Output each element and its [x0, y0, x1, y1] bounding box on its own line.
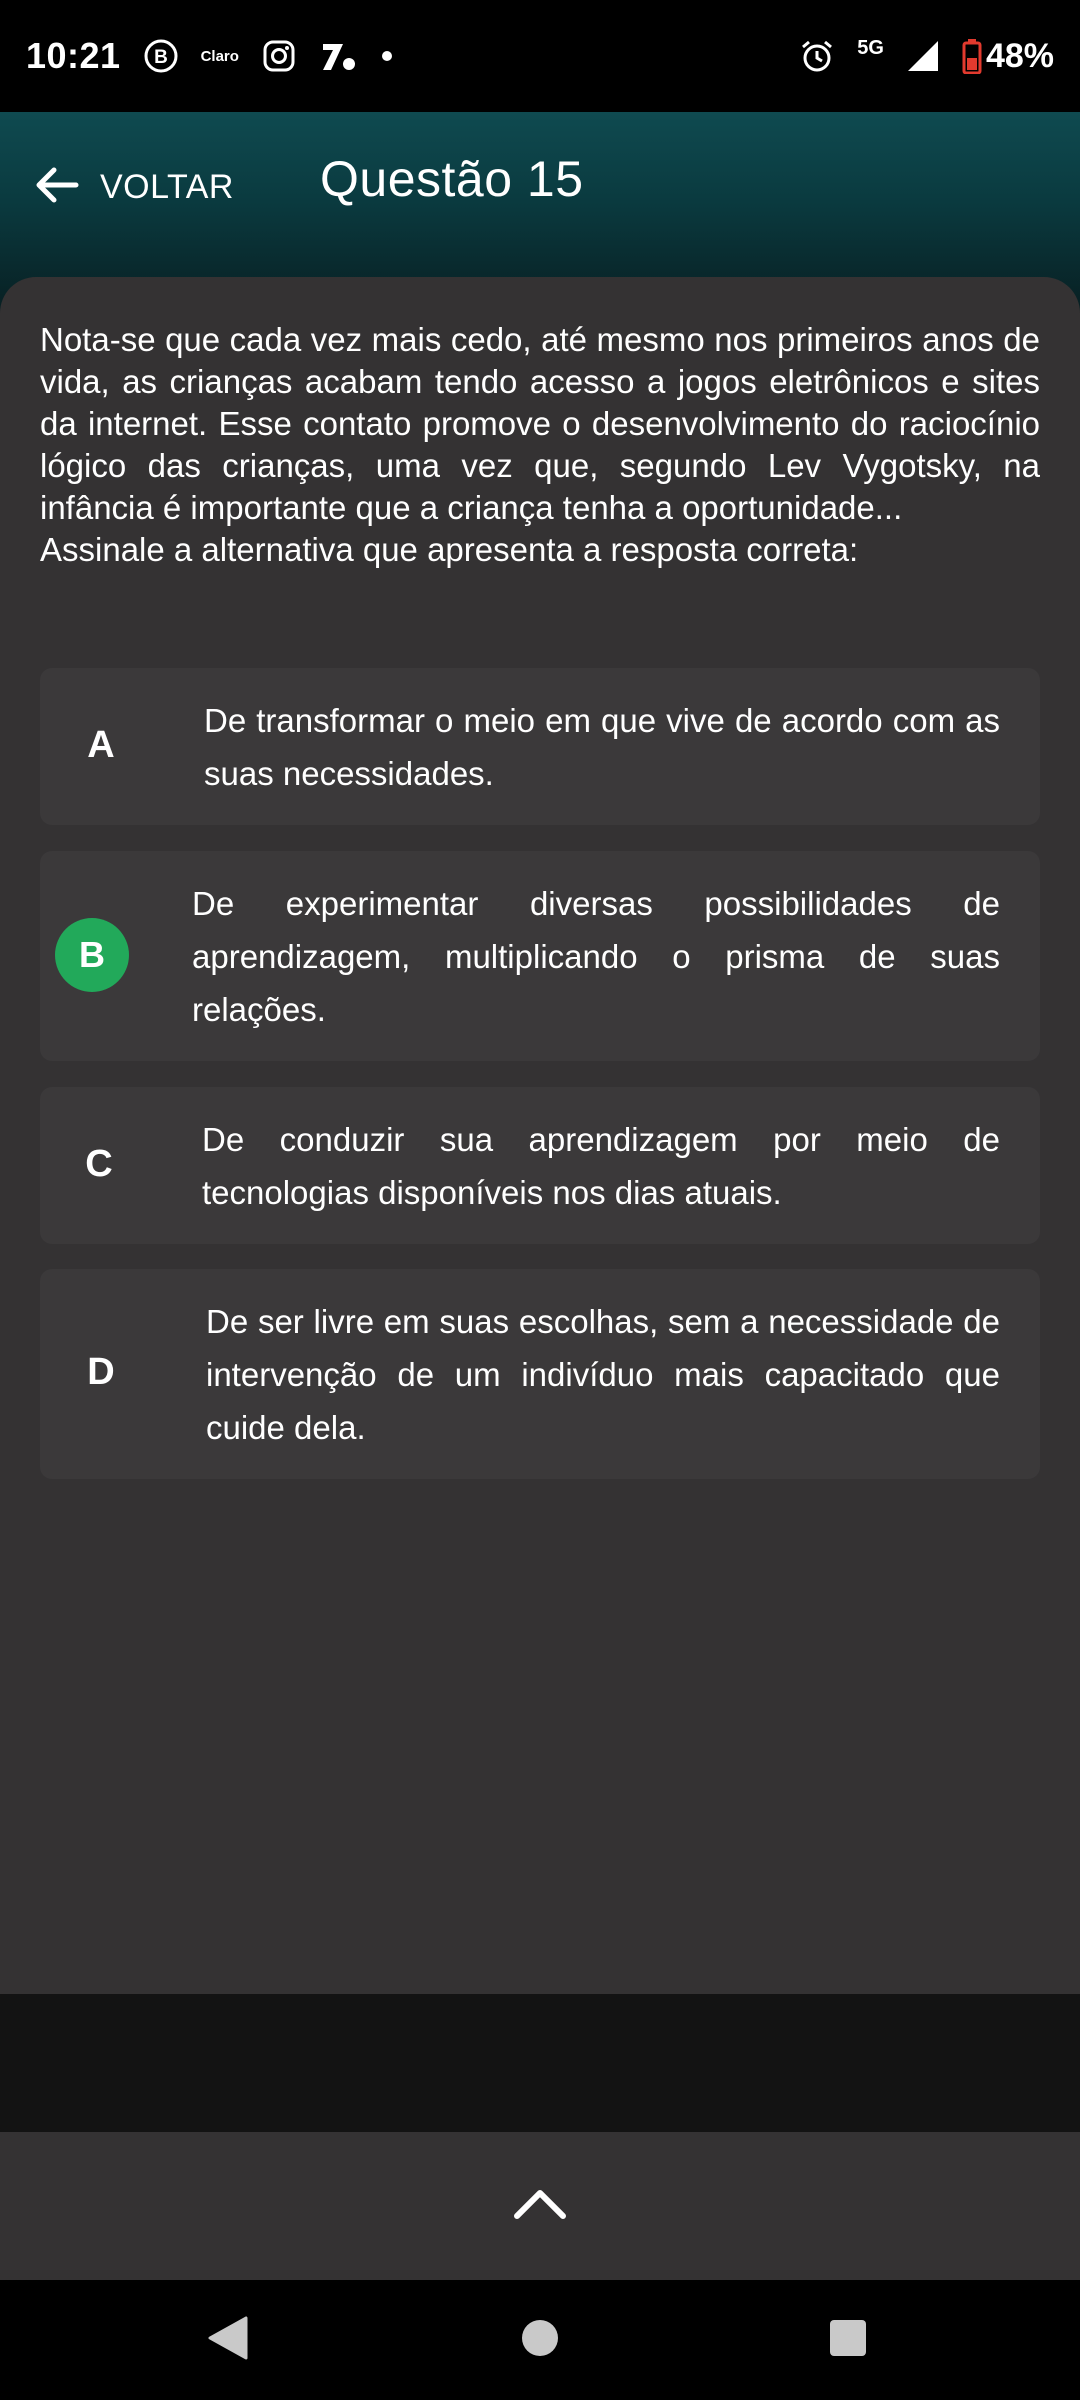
triangle-back-icon	[206, 2314, 250, 2367]
option-c[interactable]	[40, 1087, 1040, 1244]
square-recents-icon	[828, 2318, 868, 2363]
status-time: 10:21	[26, 35, 121, 76]
option-letter: C	[85, 1142, 113, 1185]
nav-back-button[interactable]	[198, 2310, 258, 2370]
option-text: De ser livre em suas escolhas, sem a necessidade de intervenção de um indivíduo mais capacitado que cuide dela.	[206, 1303, 1000, 1446]
option-letter-selected: B	[55, 918, 129, 992]
circle-home-icon	[520, 2318, 560, 2363]
option-text: De transformar o meio em que vive de acordo com as suas necessidades.	[204, 702, 1000, 792]
signal-icon	[906, 39, 940, 73]
svg-text:B: B	[153, 47, 168, 68]
option-letter: D	[87, 1350, 115, 1393]
option-b[interactable]	[40, 851, 1040, 1061]
chevron-up-icon	[512, 2187, 568, 2226]
back-button[interactable]	[34, 152, 234, 222]
battery-percent: 48%	[985, 36, 1054, 75]
b-circle-icon	[143, 38, 179, 74]
status-bar-right	[799, 37, 1054, 76]
status-bar	[0, 0, 1080, 112]
nav-home-button[interactable]	[510, 2310, 570, 2370]
alarm-icon	[799, 38, 835, 74]
system-nav-bar	[0, 2280, 1080, 2400]
instagram-icon	[261, 38, 297, 74]
back-label: VOLTAR	[100, 167, 234, 206]
option-letter: A	[87, 723, 115, 766]
page-title: Questão 15	[320, 151, 584, 207]
option-text: De experimentar diversas possibilidades de aprendizagem, multiplicando o prisma de suas relações.	[192, 885, 1000, 1028]
option-text: De conduzir sua aprendizagem por meio de tecnologias disponíveis nos dias atuais.	[202, 1121, 1000, 1211]
expand-bar	[0, 2132, 1080, 2280]
bottom-strip	[0, 1994, 1080, 2132]
status-bar-left	[26, 35, 393, 77]
option-a[interactable]	[40, 668, 1040, 825]
battery-icon	[962, 37, 1054, 76]
question-text: Nota-se que cada vez mais cedo, até mesmo nos primeiros anos de vida, as crianças acabam tendo acesso a jogos eletrônicos e sites da internet. Esse contato promove o desenvolvimento do raciocínio lógico das crianças, uma vez que, segundo Lev Vygotsky, na infância é importante que a criança tenha a oportunidade... Assinale a alternativa que apresenta a resposta correta:	[40, 321, 1040, 568]
option-d[interactable]	[40, 1269, 1040, 1479]
arrow-left-icon	[34, 165, 80, 210]
claro-icon: Claro	[200, 47, 239, 65]
network-type: 5G	[857, 36, 884, 59]
nav-recents-button[interactable]	[818, 2310, 878, 2370]
expand-button[interactable]	[500, 2176, 580, 2236]
dot-icon	[381, 50, 393, 62]
question-panel	[0, 277, 1080, 1994]
flash-app-icon	[319, 38, 359, 74]
